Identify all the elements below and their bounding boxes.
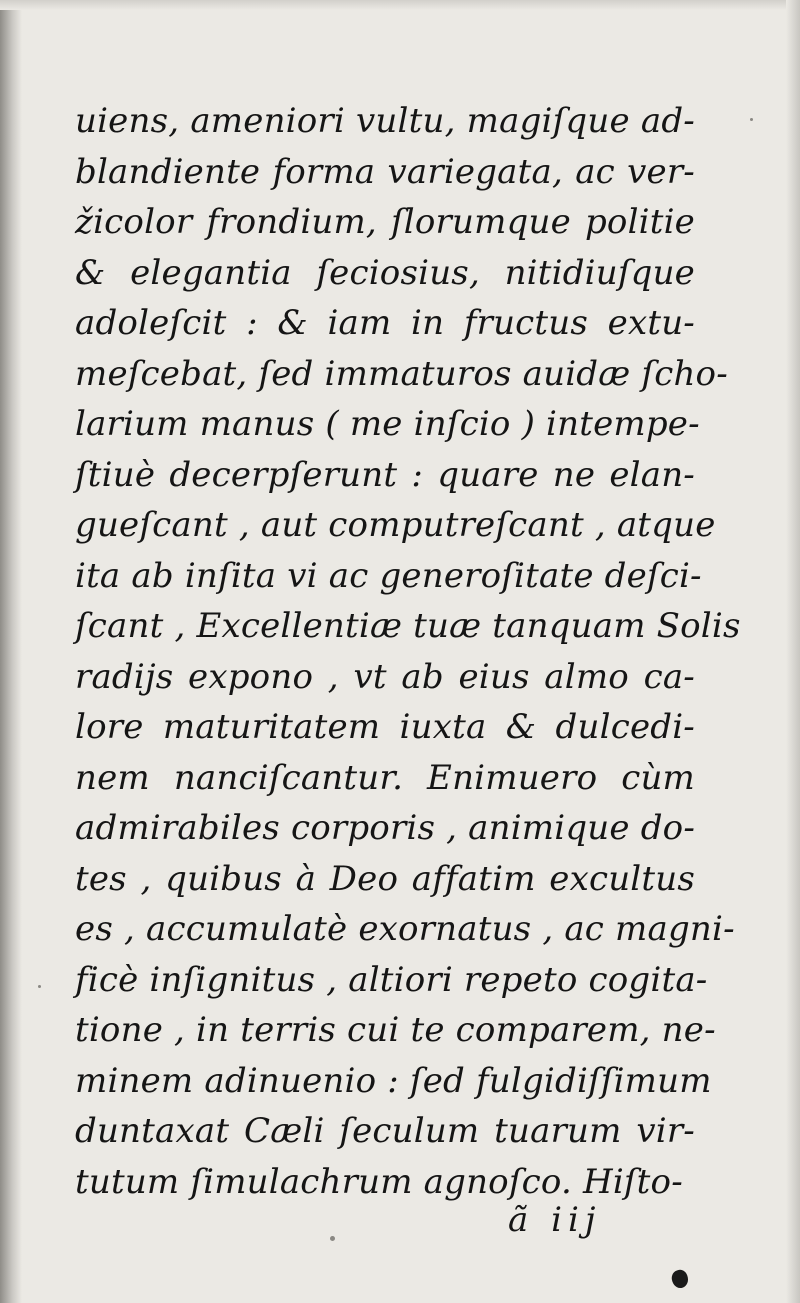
- text-line: nem nanciſcantur. Enimuero cùm: [75, 757, 695, 798]
- paper-speck: [330, 1236, 335, 1241]
- text-line: & elegantia ſeciosius, nitidiuſque: [75, 252, 695, 293]
- text-line: ita ab inſita vi ac generoſitate deſci-: [75, 555, 702, 596]
- text-line: žicolor frondium, ſlorumque politie: [75, 202, 695, 242]
- binding-gutter-shadow: [0, 0, 22, 1303]
- text-line: admirabiles corporis , animique do-: [75, 808, 696, 848]
- text-line: uiens, ameniori vultu, magiſque ad-: [75, 101, 695, 141]
- body-text-block: [75, 96, 741, 1207]
- signature-mark: ã iij: [508, 1200, 602, 1240]
- text-line: es , accumulatè exornatus , ac magni-: [75, 909, 735, 949]
- text-line: gueſcant , aut computreſcant , atque: [75, 505, 716, 545]
- page-top-edge: [0, 0, 800, 10]
- text-line: duntaxat Cæli ſeculum tuarum vir-: [75, 1111, 695, 1151]
- text-line: ſtiuè decerpſerunt : quare ne elan-: [75, 454, 695, 495]
- paper-speck: [38, 985, 41, 988]
- ink-blot: [669, 1268, 690, 1290]
- text-line: tes , quibus à Deo affatim excultus: [75, 858, 695, 899]
- page-right-edge: [786, 0, 800, 1303]
- paper-speck: [750, 118, 753, 121]
- text-line: ficè inſignitus , altiori repeto cogita-: [75, 959, 708, 1000]
- text-line: blandiente forma variegata, ac ver-: [75, 151, 695, 192]
- text-line: tione , in terris cui te comparem, ne-: [75, 1010, 716, 1050]
- text-line: tutum ſimulachrum agnoſco. Hiſto-: [75, 1161, 683, 1202]
- text-line: radijs expono , vt ab eius almo ca-: [75, 656, 695, 697]
- text-line: ſcant , Excellentiæ tuæ tanquam Solis: [75, 606, 741, 646]
- text-line: meſcebat, ſed immaturos auidæ ſcho-: [75, 353, 728, 394]
- text-line: lore maturitatem iuxta & dulcedi-: [75, 707, 695, 747]
- text-line: adoleſcit : & iam in fructus extu-: [75, 303, 695, 343]
- text-line: minem adinuenio : ſed fulgidiſſimum: [75, 1060, 712, 1101]
- text-line: larium manus ( me inſcio ) intempe-: [75, 404, 700, 444]
